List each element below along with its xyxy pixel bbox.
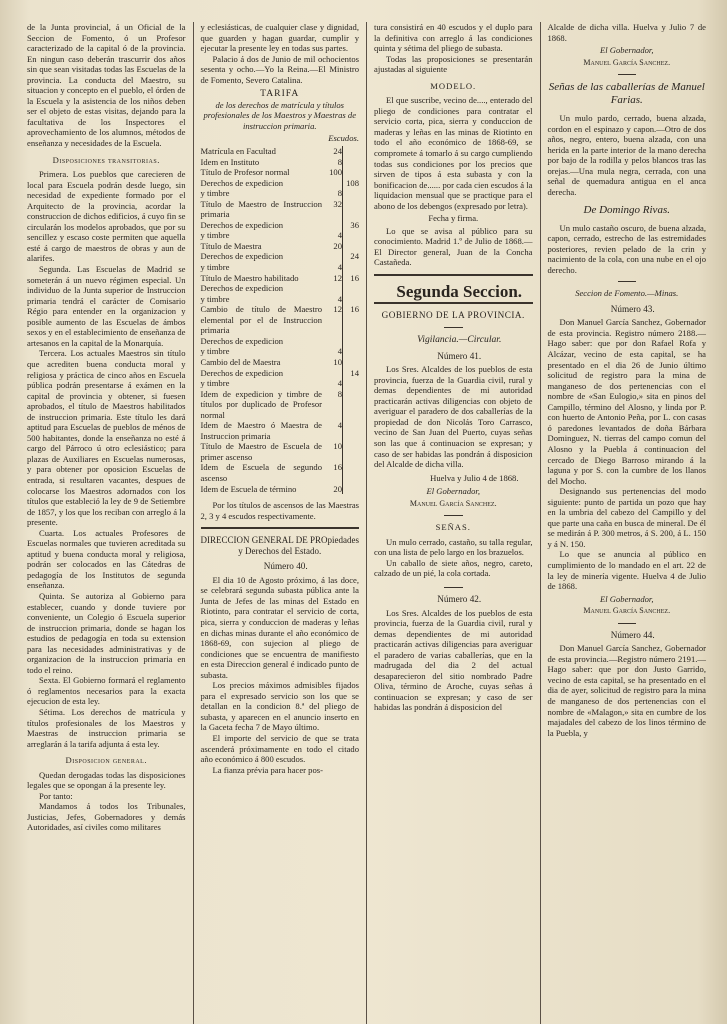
- paragraph-43: Don Manuel García Sanchez, Gobernador de esta provincia. Registro número 2188.—Hago saber: que por don Rafael Rofa y Alcázar, vecino de esta capital, se ha presentado en el dia 26 de Junio último solicitud de registro para la mina de manganeso de dos pertenencias con el nombre de «San Eulogio,» sita en pinos del Campillo, término del Alosno, y linda por P. con huerto de Antonio Peña, por L. con casas ó paredones levantados de doña Bárbara Dominguez, N. tierras del campo comun del Alosno y la Puebla á continuacion del cercado de Diego Barroso mirando á la laguna y por S. con la cumbre de los llanos del Mocho.: [547, 317, 706, 486]
- tarifa-row-total: [343, 336, 360, 347]
- paragraph: Alcalde de dicha villa. Huelva y Julio 7 de 1868.: [547, 22, 706, 43]
- tarifa-row-label: Derechos de expedicion: [200, 335, 284, 346]
- tarifa-row: [201, 368, 360, 379]
- column-3: [366, 22, 540, 1024]
- paragraph-mandamos: Mandamos á todos los Tribunales, Justicias, Jefes, Gobernadores y demás Autoridades, así civiles como militares: [27, 801, 186, 833]
- tarifa-row-label: Título de Maestro habilitado: [200, 272, 299, 283]
- tarifa-row: [201, 157, 360, 168]
- tarifa-row-total: [343, 484, 360, 495]
- paragraph-40b: Los precios máximos admisibles fijados para el expresado servicio son los que se detallan en la condicion 8.ª del pliego de subasta, y aparecen en el anuncio inserto en la Gaceta fecha 7 de Mayo último.: [200, 680, 359, 733]
- tarifa-row: [201, 188, 360, 199]
- tarifa-row: [201, 336, 360, 347]
- gobernador-name: Manuel García Sanchez.: [409, 498, 497, 508]
- section-heading-transitorias: Disposiciones transitorias.: [52, 154, 160, 165]
- divider: [618, 281, 637, 282]
- tarifa-row-amount: [324, 283, 343, 294]
- paragraph-40d: La fianza prévia para hacer pos-: [212, 764, 323, 775]
- tarifa-row-amount: [324, 178, 343, 189]
- divider: [618, 74, 637, 75]
- paragraph-aviso: Lo que se avisa al público para su conocimiento. Madrid 1.º de Julio de 1868.—El Director general, Juan de la Concha Castañeda.: [374, 225, 533, 268]
- column-1: [20, 22, 193, 1024]
- tarifa-row-amount: 4: [337, 420, 342, 431]
- tarifa-row-label: Idem de expedicion y timbre de títulos por duplicado de Profesor normal: [200, 388, 322, 420]
- tarifa-row: [201, 220, 360, 231]
- tarifa-row: [201, 283, 360, 294]
- tarifa-row: [201, 441, 360, 462]
- divider: [444, 587, 463, 588]
- number-42: Número 42.: [437, 593, 482, 604]
- tarifa-row-amount: 12: [333, 304, 342, 315]
- tarifa-row-amount: 4: [337, 378, 342, 389]
- paragraph-senas2: Un caballo de siete años, negro, careto, calzado de un pié, la cola cortada.: [374, 557, 533, 579]
- tarifa-row-total: 24: [343, 251, 360, 262]
- tarifa-row-total: 16: [343, 273, 360, 284]
- tarifa-row: [201, 304, 360, 336]
- tarifa-row-amount: [324, 220, 343, 231]
- tarifa-row-total: 14: [343, 368, 360, 379]
- tarifa-row-amount: [324, 251, 343, 262]
- tarifa-row: [201, 167, 360, 178]
- tarifa-row-total: [343, 294, 360, 305]
- tarifa-row: [201, 146, 360, 157]
- divider: [374, 302, 533, 304]
- tarifa-row-total: [343, 441, 360, 462]
- divider: [618, 623, 637, 624]
- tarifa-row-amount: 8: [337, 156, 342, 167]
- divider: [374, 274, 533, 276]
- paragraph-41: Los Sres. Alcaldes de los pueblos de esta provincia, fuerza de la Guardia civil, rural y demas dependientes de mi autoridad practicarán activas diligencias con objeto de averiguar el paradero de dos caballerías de la propiedad de don Nicolás Toro Carrasco, vecino de San Juan del Puerto, cuyas señas son las que á continuacion se expresan; y caso de ser habidas las pondrán á disposicion del Alcalde de dicha villa.: [374, 364, 533, 470]
- tarifa-row-amount: 20: [333, 240, 342, 251]
- modelo-heading: MODELO.: [430, 80, 477, 91]
- paragraph: tura consistirá en 40 escudos y el duplo para la definitiva con arreglo á las condiciones quinta y sétima del pliego de subasta.: [374, 22, 533, 54]
- paragraph-primera: Primera. Los pueblos que carecieren de local para Escuela podrán desde luego, sin necesidad de expediente formado por el Arquitecto de la provincia, acordar la construccion de dichos edificios, á cuyo fin se circularán los modelos aprobados, que por su sencillez y escaso coste permiten que aquella esté á cargo de maestros de obras y aun de alarifes.: [27, 169, 186, 264]
- paragraph-palacio: Palacio á dos de Junio de mil ochocientos sesenta y ocho.—Yo la Reina.—El Ministro de Fomento, Severo Catalina.: [200, 53, 359, 85]
- tarifa-row-label: Título de Profesor normal: [200, 167, 290, 178]
- tarifa-row-total: [343, 146, 360, 157]
- tarifa-row-total: [343, 230, 360, 241]
- paragraph-43b: Designando sus pertenencias del modo siguiente: punto de partida un pozo que hay en la umbria del cabezo del Campillo y del que parte una caña en busca de mineral. De él se medirán á P. 300 metros, á S. 200, á L. 150 y á N. 150.: [547, 486, 706, 549]
- column-4: [540, 22, 714, 1024]
- tarifa-row: [201, 294, 360, 305]
- tarifa-row-amount: 100: [329, 167, 342, 178]
- tarifa-row-total: [343, 241, 360, 252]
- tarifa-row-amount: 4: [337, 346, 342, 357]
- heading-direccion: DIRECCION GENERAL DE PROpiedades y Derechos del Estado.: [200, 535, 359, 556]
- tarifa-row-label: Idem de Escuela de segundo ascenso: [200, 462, 322, 483]
- tarifa-row-amount: 4: [337, 293, 342, 304]
- tarifa-row-label: Derechos de expedicion: [200, 283, 284, 294]
- tarifa-table: [201, 146, 360, 494]
- date-41: Huelva y Julio 4 de 1868.: [430, 472, 519, 483]
- tarifa-row-label: y timbre: [200, 262, 230, 273]
- tarifa-subtitle: de los derechos de matrícula y títulos profesionales de los Maestros y Maestras de instruccion primaria.: [203, 99, 357, 131]
- tarifa-row-label: Derechos de expedicion: [200, 219, 284, 230]
- gobernador-title: El Gobernador,: [426, 486, 480, 497]
- column-2: [193, 22, 367, 1024]
- section-title-segunda: Segunda Seccion.: [396, 282, 523, 302]
- paragraph-modelo: El que suscribe, vecino de...., enterado del pliego de condiciones para contratar el servicio corta, pica, sierra y conduccion de maderas y leñas en las minas de Riotinto en todo el año económico de 1868-69, se compromete á tomarlo á su cargo cumpliendo todas sus condiciones por los precios que sirven de tipos á esta subasta y con la bonificacion de...... por cada cien escudos á la liquidacion mensual que se practique para el abono de los debengos (expresado por letra).: [374, 95, 533, 211]
- tarifa-row: [201, 462, 360, 483]
- paragraph: de la Junta provincial, á un Oficial de la Seccion de Fomento, ó un Profesor caracterizado de la capital ó de la provincia. En ningun caso deberán trascurrir dos años sin que sean visitadas todas las Escuelas de la provincia. La conducta del Maestro, su situacion y concepto en el pueblo, el órden de la Escuela y la asistencia de los niños deben ser el objeto de estas visitas, dejando para la facultativa de los Inspectores el aprovechamiento de los alumnos, métodos de enseñanza y necesidades de la Escuela.: [27, 22, 186, 149]
- paragraph-setima: Sétima. Los derechos de matrícula y títulos profesionales de los Maestros y Maestras de instruccion primaria se arreglarán á la tarifa adjunta á esta ley.: [27, 707, 186, 749]
- tarifa-row-label: Idem de Maestro ó Maestra de Instruccion primaria: [200, 420, 322, 441]
- heading-gobierno: GOBIERNO DE LA PROVINCIA.: [381, 310, 525, 321]
- heading-domingo: De Domingo Rivas.: [583, 203, 670, 216]
- tarifa-row: [201, 262, 360, 273]
- tarifa-row-label: Derechos de expedicion: [200, 251, 284, 262]
- tarifa-row: [201, 378, 360, 389]
- paragraph-segunda: Segunda. Las Escuelas de Madrid se someterán á un nuevo régimen especial. Un individuo de la Junta superior de Instruccion primaria tendrá el carácter de Comisario Régio para entender en la organizacion y posible aumento de las Escuelas de ámbos sexos y en el establecimiento de enseñanza de artesanos en la capital de la Monarquía.: [27, 264, 186, 348]
- tarifa-row-amount: 32: [333, 198, 342, 209]
- tarifa-row-total: [343, 188, 360, 199]
- tarifa-row-label: Idem en Instituto: [200, 156, 260, 167]
- heading-senas: SEÑAS.: [435, 522, 471, 533]
- paragraph-44: Don Manuel García Sanchez, Gobernador de esta provincia.—Registro número 2191.—Hago saber: que por don Justo Garrido, vecino de esta capital, se ha presentado en el dia de ayer, solicitud de registro para la mina de manganeso de dos pertenencias con el nombre de «Malagon,» sita en cumbre de los majadales del cabezo de los linos término de la Puebla, y: [547, 643, 706, 738]
- paragraph-senas-farias: Un mulo pardo, cerrado, buena alzada, cordon en el espinazo y capon.—Otro de dos años, negro, entero, buena alzada, con una herida en la parte interior de la mano derecha por bajo de la rodilla y pelos blancos tras las orejas.—Una mula negra, cerrada, con una señal de quemadura antigua en el anca derecha.: [547, 113, 706, 198]
- tarifa-row-amount: 16: [333, 462, 342, 473]
- divider: [444, 515, 463, 516]
- paragraph: Todas las proposiciones se presentarán ajustadas al siguiente: [374, 53, 533, 75]
- paragraph-tercera: Tercera. Los actuales Maestros sin título que acrediten buena conducta moral y religiosa y práctica de cinco años en Escuela pública podrán presentarse á exámen en la capital de provincia y obtener, si fuesen aprobados, el título de Maestros habilitados de instruccion primaria. Este título les dará aptitud para Escuelas de pueblos de ménos de 500 habitantes, donde la enseñanza no esté á cargo del Párroco ú otro eclesiástico; para plazas de Auxiliares en Escuelas numerosas, y para obtener por oposicion Escuelas de entrada, si resultaren vacantes, despues de colocarse los Maestros adornados con los títulos que estableció la ley de 9 de Setiembre de 1857, y los que los reciban con arreglo á la presente.: [27, 348, 186, 528]
- tarifa-row: [201, 273, 360, 284]
- divider: [444, 327, 463, 328]
- paragraph-42: Los Sres. Alcaldes de los pueblos de esta provincia, fuerza de la Guardia civil, rural y demas dependientes de mi autoridad practicarán activas diligencias para averiguar el paradero de varias caballerías, que en la madrugada del dia 2 del actual desaparecieron del sitio nombrado Padre Oliva, término de Aroche, cuyas señas á continuacion se expresan; y caso de ser habidas las pondrán á disposicion del: [374, 607, 533, 713]
- gobernador-title: El Gobernador,: [600, 45, 654, 56]
- tarifa-row-label: Derechos de expedicion: [200, 177, 284, 188]
- tarifa-row-total: [343, 389, 360, 421]
- tarifa-row-label: Título de Maestro de Instruccion primaria: [200, 198, 322, 220]
- tarifa-row-total: [343, 262, 360, 273]
- tarifa-row-amount: 12: [333, 272, 342, 283]
- tarifa-row-total: 16: [343, 304, 360, 336]
- tarifa-row: [201, 346, 360, 357]
- tarifa-row-amount: 8: [337, 188, 342, 199]
- number-40: Número 40.: [263, 561, 308, 572]
- paragraph-sexta: Sexta. El Gobierno formará el reglamento ó reglamentos necesarios para la exacta ejecucion de esta ley.: [27, 675, 186, 707]
- tarifa-row-amount: 10: [333, 441, 342, 452]
- tarifa-row-amount: [324, 368, 343, 379]
- tarifa-row-total: [343, 462, 360, 483]
- tarifa-row-label: y timbre: [200, 230, 230, 241]
- tarifa-row: [201, 420, 360, 441]
- number-44: Número 44.: [610, 629, 655, 640]
- tarifa-row: [201, 484, 360, 495]
- tarifa-row: [201, 389, 360, 421]
- tarifa-row-total: [343, 199, 360, 220]
- tarifa-row: [201, 178, 360, 189]
- gobernador-name: Manuel García Sanchez.: [583, 57, 671, 67]
- number-43: Número 43.: [610, 303, 655, 314]
- tarifa-row-amount: 4: [337, 262, 342, 273]
- tarifa-row: [201, 357, 360, 368]
- escudos-label: Escudos.: [328, 133, 359, 144]
- paragraph-general: Quedan derogadas todas las disposiciones legales que se opongan á la presente ley.: [27, 769, 186, 791]
- tarifa-row-label: Idem de Escuela de término: [200, 483, 297, 494]
- tarifa-row-amount: 8: [337, 388, 342, 399]
- paragraph-quinta: Quinta. Se autoriza al Gobierno para establecer, cuando y donde tuviere por conveniente, un Colegio ó Escuela superior de instruccion primaria, donde se hagan los estudios de pedagogía en toda su extension para las necesidades administrativas y de organizacion de la instruccion primaria en todo el reino.: [27, 590, 186, 675]
- tarifa-row-label: y timbre: [200, 188, 230, 199]
- tarifa-row-label: y timbre: [200, 293, 230, 304]
- gobernador-name: Manuel García Sanchez.: [583, 606, 671, 616]
- tarifa-row: [201, 241, 360, 252]
- paragraph: y eclesiásticas, de cualquier clase y dignidad, que guarden y hagan guardar, cumplir y ejecutar la presente ley en todas sus partes.: [200, 22, 359, 54]
- tarifa-title: TARIFA: [260, 88, 300, 100]
- section-heading-general: Disposicion general.: [65, 755, 147, 766]
- paragraph-40: El dia 10 de Agosto próximo, á las doce, se celebrará segunda subasta pública ante la Junta de Jefes de las minas del Estado en Riotinto, para contratar el servicio de corta, pica, sierra y conduccion de maderas y leñas en dichas minas durante el año económico de 1868-69, con sujecion al pliego de condiciones que se encuentra de manifiesto en esta Direccion general é indicado punto de subasta.: [200, 574, 359, 680]
- tarifa-row-total: 108: [343, 178, 360, 189]
- paragraph-portanto: Por tanto:: [39, 790, 73, 801]
- tarifa-row-total: [343, 167, 360, 178]
- tarifa-row: [201, 251, 360, 262]
- tarifa-row-label: Cambio del de Maestra: [200, 356, 281, 367]
- paragraph-40c: El importe del servicio de que se trata ascenderá próximamente en todo el citado año económico á 800 escudos.: [200, 733, 359, 765]
- tarifa-row-total: [343, 157, 360, 168]
- divider: [201, 527, 360, 529]
- tarifa-row-label: y timbre: [200, 378, 230, 389]
- gobernador-title: El Gobernador,: [600, 593, 654, 604]
- tarifa-row-label: Título de Maestro de Escuela de primer ascenso: [200, 441, 322, 462]
- tarifa-row-amount: 4: [337, 230, 342, 241]
- paragraph-senas: Un mulo cerrado, castaño, su talla regular, con una lista de pelo largo en los brazuelos.: [374, 536, 533, 558]
- tarifa-row-total: [343, 346, 360, 357]
- tarifa-row-label: Título de Maestra: [200, 240, 262, 251]
- fecha-firma: Fecha y firma.: [428, 213, 479, 224]
- tarifa-row-amount: 20: [333, 483, 342, 494]
- tarifa-row-total: [343, 420, 360, 441]
- heading-senas-farias: Señas de las caballerías de Manuel Farias.: [548, 81, 705, 107]
- paragraph-domingo: Un mulo castaño oscuro, de buena alzada, capon, cerrado, estrecho de las estremidades posteriores, revien pelado de la crin y nacimiento de la cola, con una nube en el ojo derecho.: [547, 222, 706, 275]
- paragraph-43c: Lo que se anuncia al público en cumplimiento de lo mandado en el art. 22 de la ley de minería vigente. Huelva 4 de Julio de 1868.: [547, 549, 706, 592]
- tarifa-row-total: [343, 283, 360, 294]
- tarifa-row-amount: [324, 336, 343, 347]
- tarifa-row: [201, 230, 360, 241]
- tarifa-row-total: 36: [343, 220, 360, 231]
- tarifa-row-label: Matrícula en Facultad: [200, 146, 276, 157]
- paragraph-cuarta: Cuarta. Los actuales Profesores de Escuelas normales que tuvieren acreditada su aptitud y buena conducta moral y religiosa, podrán ser colocados en las Cátedras de pedagogía de los Institutos de segunda enseñanza.: [27, 527, 186, 591]
- tarifa-row-label: y timbre: [200, 346, 230, 357]
- heading-vigilancia: Vigilancia.—Circular.: [417, 333, 502, 345]
- tarifa-row-label: Derechos de expedicion: [200, 367, 284, 378]
- tarifa-row-total: [343, 357, 360, 368]
- paragraph-tarifa-note: Por los títulos de ascensos de las Maestras 2, 3 y 4 escudos respectivamente.: [200, 500, 359, 521]
- tarifa-row-amount: 10: [333, 356, 342, 367]
- tarifa-row-total: [343, 378, 360, 389]
- tarifa-row-label: Cambio de título de Maestro elemental por el de Instruccion primaria: [200, 304, 322, 336]
- heading-fomento: Seccion de Fomento.—Minas.: [575, 288, 679, 299]
- tarifa-row: [201, 199, 360, 220]
- tarifa-row-amount: 24: [333, 146, 342, 157]
- number-41: Número 41.: [437, 350, 482, 361]
